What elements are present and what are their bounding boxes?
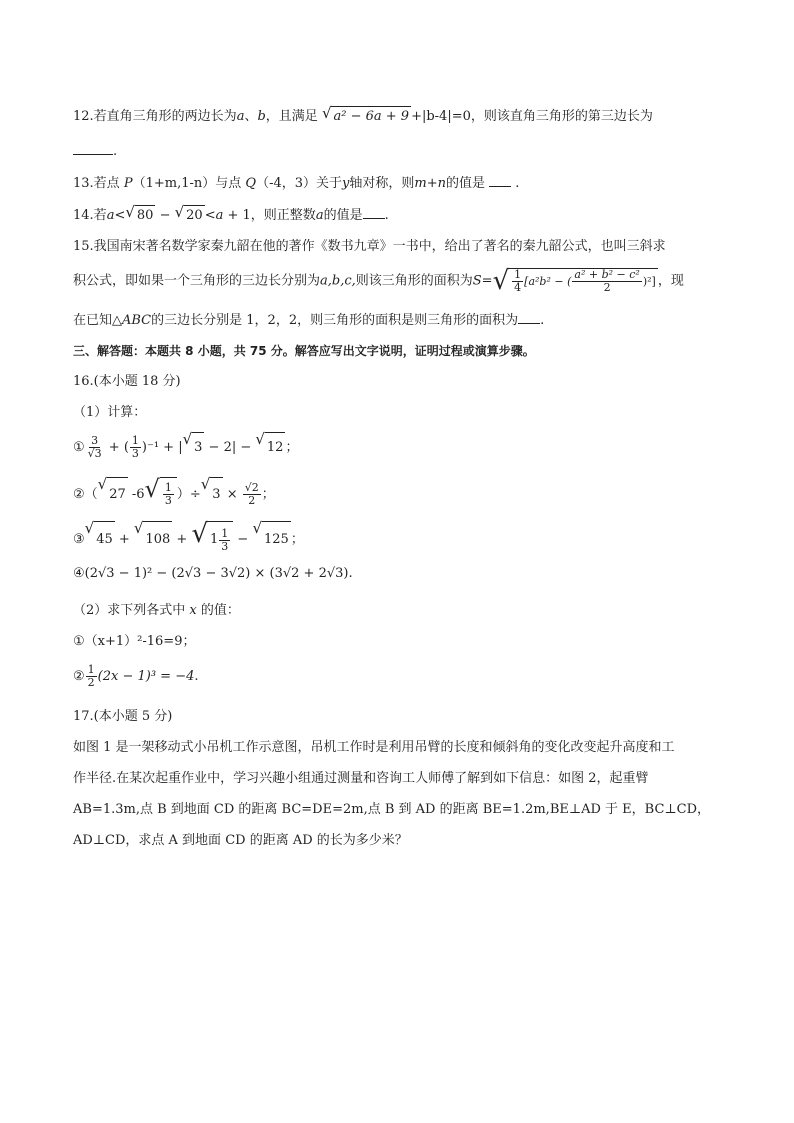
question-12 — [73, 106, 653, 127]
question-17-line-3 — [73, 800, 710, 820]
e3-r125: 125 — [262, 521, 291, 558]
e1-r12: 12 — [265, 432, 286, 463]
q17-line1: 如图 1 是一架移动式小吊机工作示意图，吊机工作时是利用吊臂的长度和倾斜角的变化改变起升高度和工 — [73, 740, 675, 755]
e1-plus: + ( — [104, 440, 129, 455]
q15-line1: 15.我国南宋著名数学家秦九韶在他的著作《数书九章》一书中，给出了著名的秦九韶公式，也叫三斜求 — [73, 239, 666, 254]
q15-formula-sqrt: √ $\frac{1}{4}$ [a²b² − ( $\frac{\text{a² + b² − c²}}{2}$ )²] — [492, 266, 656, 296]
eq2-end: . — [194, 669, 199, 684]
q16-part2-post: 的值： — [200, 603, 240, 618]
q15-line2-end: ，现 — [657, 273, 684, 289]
question-15-line-3 — [73, 311, 544, 331]
question-16-expr-3 — [73, 521, 304, 558]
e3-sqrt-108: √ 108 — [134, 521, 172, 558]
question-16-expr-2 — [73, 477, 275, 512]
eq2-n-num: 1 — [87, 663, 95, 676]
q17-line4: AD⊥CD，求点 A 到地面 CD 的距离 AD 的长为多少米？ — [73, 833, 408, 848]
q15-answer-blank[interactable] — [518, 311, 540, 324]
q12-text-mid: ，且满足 — [265, 109, 318, 124]
q13-p-coord: （1+m,1-n） — [132, 176, 216, 191]
e3-frac — [219, 528, 230, 553]
e3-r45: 45 — [94, 521, 115, 558]
q12-sep: 、 — [244, 109, 258, 124]
question-15-line-2 — [73, 268, 684, 294]
e4-text: (2√3 − 1)² − (2√3 − 3√2) × (3√2 + 2√3) — [84, 566, 349, 581]
q14-r20: 20 — [184, 205, 205, 226]
e2-k-num: √2 — [244, 481, 259, 494]
e3-sqrt-125: √ 125 — [252, 521, 290, 558]
e2-end: ； — [261, 487, 275, 502]
question-14 — [73, 205, 389, 226]
q13-text-post: 的值是 — [445, 176, 485, 191]
q17-line2: 作半径.在某次起重作业中，学习兴趣小组通过测量和咨询工人师傅了解到如下信息：如图 2，起重臂 — [73, 771, 649, 786]
e1-r3: 3 — [192, 432, 204, 463]
eq2-text: (2x − 1)³ = −4 — [97, 669, 195, 684]
q15-line3-pre: 在已知△ — [73, 313, 122, 328]
e3-one: 1 — [210, 532, 219, 547]
q12-text-pre: 12.若直角三角形的两边长为 — [73, 109, 237, 124]
q12-answer-blank[interactable] — [73, 142, 113, 155]
var-a: a — [215, 208, 224, 223]
e1-end: ； — [285, 440, 299, 455]
var-x: x — [189, 603, 197, 618]
q13-end: . — [515, 176, 520, 191]
q12-sqrt: √ a² − 6a + 9 — [322, 106, 411, 127]
var-b: b — [257, 109, 266, 124]
q14-minus: − — [155, 208, 175, 223]
q15-frac-half — [572, 269, 641, 294]
e2-mark: ② — [73, 487, 85, 502]
q14-text-pre: 14.若 — [73, 208, 107, 223]
question-16-part-2 — [73, 601, 240, 621]
e1-g-num: 1 — [131, 434, 139, 447]
section-3-heading — [73, 341, 535, 361]
triangle-abc: ABC — [122, 313, 152, 328]
q12-abs-term: +|b-4|=0 — [411, 109, 471, 124]
var-a: a — [106, 208, 115, 223]
var-y: y — [342, 176, 350, 191]
q14-lt2: < — [204, 208, 216, 223]
q15-f2-num: a² + b² − c² — [574, 268, 640, 281]
e1-pow: )⁻¹ + | — [141, 440, 183, 455]
question-16-title — [73, 372, 181, 392]
q15-line3-mid: 的三边长分别是 1，2，2，则三角形的面积是则三角形的面积为 — [151, 313, 519, 328]
q13-answer-blank[interactable] — [489, 174, 511, 187]
eq2-frac — [86, 664, 97, 689]
question-12-answer-line — [73, 142, 117, 162]
e1-f-den: √3 — [87, 447, 102, 460]
e2-close: ）÷ — [176, 487, 201, 502]
q14-tail: 的值是 — [323, 208, 363, 223]
e3-plus2: + — [172, 532, 192, 547]
e2-r3: 3 — [210, 477, 222, 512]
question-17-line-4 — [73, 831, 408, 851]
q17-title: 17.(本小题 5 分) — [73, 709, 173, 724]
q14-r80: 80 — [135, 205, 156, 226]
e1-frac-third — [130, 435, 141, 460]
q13-text-pre: 13.若点 — [73, 176, 120, 191]
e1-m2: − 2| − — [204, 440, 256, 455]
e4-end: . — [348, 566, 353, 581]
e1-g-den: 3 — [131, 447, 139, 460]
q14-plus: + 1 — [223, 208, 251, 223]
var-a: a — [315, 208, 324, 223]
e1-mark: ① — [73, 440, 85, 455]
e1-sqrt-3: √ 3 — [183, 432, 205, 463]
e2-h-den: 3 — [164, 494, 172, 507]
question-16-expr-4 — [73, 564, 353, 584]
e2-open: （ — [84, 487, 98, 502]
e1-f-num: 3 — [91, 434, 99, 447]
q12-end: . — [113, 144, 118, 159]
q14-answer-blank[interactable] — [363, 206, 385, 219]
e1-sqrt-12: √ 12 — [255, 432, 285, 463]
e2-frac — [163, 482, 174, 507]
question-17-title — [73, 707, 172, 727]
e3-mark: ③ — [73, 532, 85, 547]
point-q: Q — [245, 176, 257, 191]
e2-k-den: 2 — [248, 494, 256, 507]
q14-end: . — [384, 208, 389, 223]
e3-m-num: 1 — [221, 526, 229, 540]
e2-r27: 27 — [107, 477, 128, 512]
e4-mark: ④ — [73, 566, 85, 581]
q14-lt: < — [114, 208, 126, 223]
q16-part2-pre: （2）求下列各式中 — [73, 603, 186, 618]
q16-part1: （1）计算： — [73, 405, 147, 420]
e2-sqrt-3: √ 3 — [201, 477, 223, 512]
var-mn: m+n — [414, 176, 446, 191]
e2-m6: -6 — [127, 487, 145, 502]
section-3-text: 三、解答题：本题共 8 小题，共 75 分。解答应写出文字说明，证明过程或演算步骤。 — [73, 344, 535, 358]
question-16-part-1 — [73, 403, 146, 423]
e2-times: × — [222, 487, 242, 502]
e2-sqrt-third: √ $\frac{1}{3}$ — [145, 477, 177, 512]
q12-radicand: a² − 6a + 9 — [331, 106, 411, 127]
q13-with: 与点 — [215, 176, 242, 191]
q17-line3: AB=1.3m,点 B 到地面 CD 的距离 BC=DE=2m,点 B 到 AD 的距离 BE=1.2m,BE⊥AD 于 E，BC⊥CD， — [73, 802, 710, 817]
q15-a2b2: [a²b² − ( — [524, 274, 572, 288]
question-17-line-1 — [73, 738, 675, 758]
q15-close: )²] — [642, 274, 656, 288]
q15-end: . — [540, 313, 545, 328]
e2-frac-2 — [243, 482, 261, 507]
q15-f1-num: 1 — [514, 268, 522, 281]
e3-minus: − — [233, 532, 253, 547]
question-17-line-2 — [73, 769, 649, 789]
eq2-n-den: 2 — [87, 676, 95, 689]
q15-frac-quarter — [512, 269, 523, 294]
q13-axis: 轴对称，则 — [349, 176, 415, 191]
q15-f2-den: 2 — [603, 281, 611, 294]
eq2-mark: ② — [73, 669, 85, 684]
e3-plus: + — [114, 532, 134, 547]
q14-sqrt-80: √ 80 — [125, 205, 155, 226]
q15-f1-den: 4 — [514, 281, 522, 294]
e1-frac — [86, 435, 104, 460]
q12-text-post: ，则该直角三角形的第三边长为 — [470, 109, 653, 124]
q15-line2-mid: 则该三角形的面积为 — [355, 273, 473, 289]
q16-title: 16.(本小题 18 分) — [73, 374, 181, 389]
question-16-equation-1 — [73, 632, 195, 652]
e3-sqrt-mixed: √ 1 $\frac{1}{3}$ — [191, 521, 233, 558]
e3-r108: 108 — [143, 521, 172, 558]
q14-text-post: ，则正整数 — [250, 208, 316, 223]
e3-sqrt-45: √ 45 — [85, 521, 115, 558]
eq1-text: ①（x+1）²-16=9； — [73, 634, 196, 649]
question-13 — [73, 174, 519, 194]
var-abc: a,b,c, — [320, 273, 356, 289]
var-s: S= — [472, 273, 493, 289]
e3-end: ； — [290, 532, 304, 547]
question-16-expr-1 — [73, 432, 298, 463]
q13-q-coord: （-4，3）关于 — [256, 176, 343, 191]
q14-sqrt-20: √ 20 — [175, 205, 205, 226]
e2-h-num: 1 — [164, 481, 172, 494]
question-16-equation-2 — [73, 662, 199, 692]
question-15-line-1 — [73, 237, 666, 257]
e2-sqrt-27: √ 27 — [98, 477, 128, 512]
q15-line2-pre: 积公式，即如果一个三角形的三边长分别为 — [73, 273, 321, 289]
e3-m-den: 3 — [221, 539, 229, 553]
var-a: a — [236, 109, 245, 124]
point-p: P — [123, 176, 133, 191]
